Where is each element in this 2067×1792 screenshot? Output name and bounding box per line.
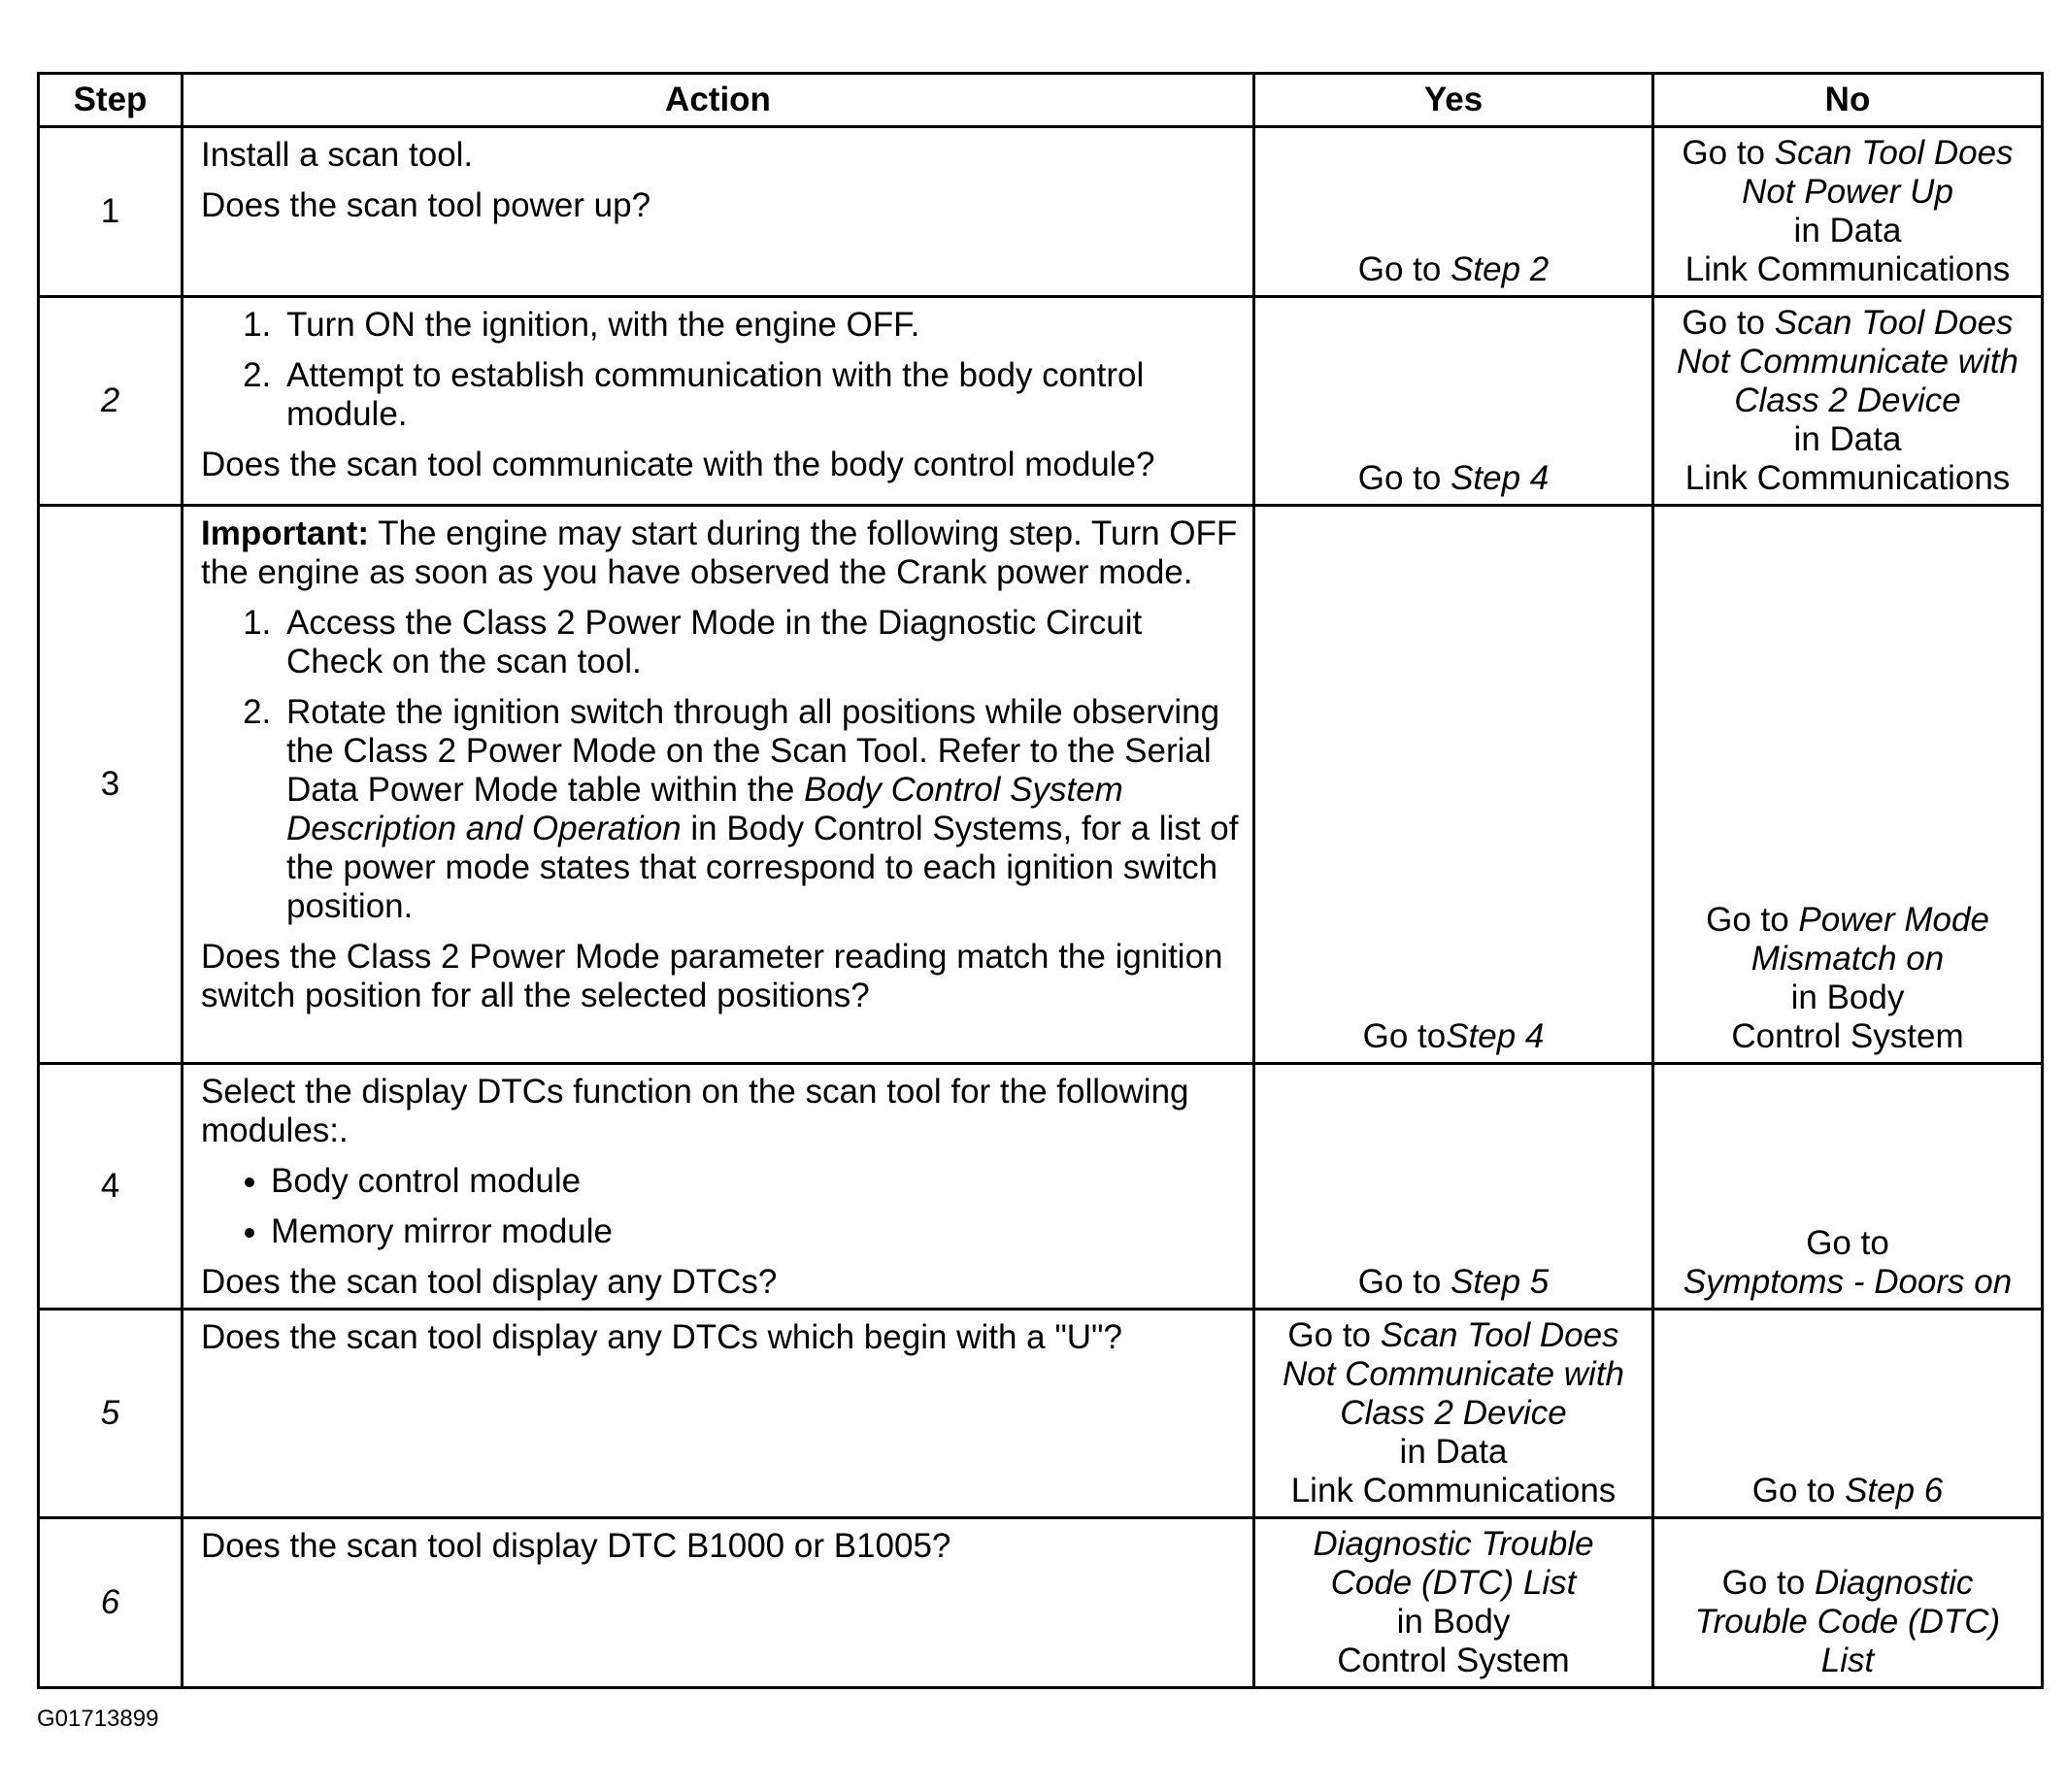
no-link[interactable]: List — [1820, 1642, 1875, 1679]
yes-link[interactable]: Step 2 — [1450, 250, 1550, 288]
no-link[interactable]: Class 2 Device — [1734, 382, 1961, 419]
no-link[interactable]: Power Mode — [1798, 901, 1989, 939]
no-cell — [1653, 127, 2043, 297]
diagnostic-table-container — [37, 72, 2041, 1689]
step-number: 5 — [39, 1310, 183, 1518]
action-text: in Body Control Systems, for a list of the power mode states that correspond to each ignition switch position. — [286, 810, 1239, 925]
no-text: Go to — [1751, 1472, 1846, 1510]
table-row — [39, 1064, 2043, 1310]
action-list — [201, 306, 1239, 434]
yes-cell — [1254, 506, 1653, 1064]
step-number: 6 — [39, 1518, 183, 1688]
step-number: 4 — [39, 1064, 183, 1310]
yes-text: Go to — [1357, 459, 1451, 497]
table-row — [39, 1518, 2043, 1688]
table-row — [39, 506, 2043, 1064]
no-link[interactable]: Trouble Code (DTC) — [1694, 1603, 2001, 1641]
no-text: Go to — [1682, 304, 1775, 342]
yes-link[interactable]: Diagnostic Trouble — [1313, 1525, 1594, 1563]
no-text: Go to — [1806, 1224, 1889, 1262]
table-row — [39, 297, 2043, 506]
header-action: Action — [183, 74, 1254, 127]
action-bullet-item: • Body control module — [271, 1162, 1239, 1201]
yes-link[interactable]: Step 5 — [1450, 1263, 1550, 1301]
no-cell — [1653, 1518, 2043, 1688]
action-question: Does the scan tool display any DTCs which begin with a "U"? — [201, 1318, 1122, 1356]
no-text: Link Communications — [1684, 459, 2011, 497]
yes-text: Link Communications — [1290, 1472, 1617, 1510]
action-list — [201, 604, 1239, 926]
no-link[interactable]: Diagnostic — [1814, 1564, 1974, 1602]
table-row — [39, 127, 2043, 297]
diagnostic-table — [37, 72, 2044, 1689]
action-list-item: 1. Turn ON the ignition, with the engine OFF. — [281, 306, 1239, 345]
header-no: No — [1653, 74, 2043, 127]
no-link[interactable]: Symptoms - Doors on — [1683, 1263, 2013, 1301]
action-list-item: 2. Attempt to establish communication with the body control module. — [281, 356, 1239, 434]
yes-cell — [1254, 1064, 1653, 1310]
no-text: Control System — [1731, 1017, 1964, 1055]
no-cell — [1653, 1310, 2043, 1518]
no-link[interactable]: Scan Tool Does — [1774, 134, 2014, 172]
no-text: Go to — [1721, 1564, 1815, 1602]
yes-link[interactable]: Scan Tool Does — [1380, 1316, 1619, 1354]
header-row — [39, 74, 2043, 127]
action-bullet-item: • Memory mirror module — [271, 1212, 1239, 1251]
no-text: in Data — [1793, 420, 1902, 458]
action-text: Rotate the ignition switch through all positions while observing the Class 2 Power Mode on the Scan Tool. Refer to the Serial Data Power Mode table within the — [286, 693, 1220, 809]
yes-cell — [1254, 297, 1653, 506]
table-row — [39, 1310, 2043, 1518]
yes-link[interactable]: Step 4 — [1446, 1017, 1545, 1055]
yes-cell — [1254, 1518, 1653, 1688]
important-label: Important: — [201, 514, 370, 552]
yes-link[interactable]: Class 2 Device — [1340, 1394, 1567, 1432]
action-cell — [183, 297, 1254, 506]
no-cell — [1653, 297, 2043, 506]
action-cell — [183, 506, 1254, 1064]
yes-cell — [1254, 127, 1653, 297]
yes-link[interactable]: Not Communicate with — [1282, 1355, 1625, 1393]
action-list-item: 1. Access the Class 2 Power Mode in the Diagnostic Circuit Check on the scan tool. — [281, 604, 1239, 681]
no-cell — [1653, 1064, 2043, 1310]
yes-text: Go to — [1357, 250, 1451, 288]
header-step: Step — [39, 74, 183, 127]
action-cell — [183, 1518, 1254, 1688]
yes-text: in Data — [1399, 1433, 1508, 1471]
action-cell — [183, 127, 1254, 297]
no-text: in Data — [1793, 212, 1902, 249]
yes-text: Go to — [1357, 1263, 1451, 1301]
action-cell — [183, 1310, 1254, 1518]
step-number: 1 — [39, 127, 183, 297]
no-cell — [1653, 506, 2043, 1064]
yes-cell — [1254, 1310, 1653, 1518]
action-bullet-list — [201, 1162, 1239, 1251]
no-text: in Body — [1790, 979, 1905, 1016]
no-text: Go to — [1682, 134, 1775, 172]
yes-text: in Body — [1396, 1603, 1511, 1641]
action-cell — [183, 1064, 1254, 1310]
action-question: Does the scan tool display any DTCs? — [201, 1263, 778, 1301]
yes-text: Go to — [1287, 1316, 1381, 1354]
no-link[interactable]: Not Power Up — [1742, 173, 1953, 211]
no-text: Link Communications — [1684, 250, 2011, 288]
no-link[interactable]: Mismatch on — [1750, 940, 1945, 978]
step-number: 2 — [39, 297, 183, 506]
important-text: The engine may start during the following step. Turn OFF the engine as soon as you have observed the Crank power mode. — [201, 514, 1238, 591]
header-yes: Yes — [1254, 74, 1653, 127]
figure-code: G01713899 — [37, 1706, 159, 1732]
action-text: Select the display DTCs function on the scan tool for the following modules:. — [201, 1073, 1189, 1149]
action-question: Does the scan tool display DTC B1000 or B1005? — [201, 1527, 951, 1565]
yes-text: Control System — [1337, 1642, 1570, 1679]
action-text: Install a scan tool. — [201, 136, 474, 174]
no-link[interactable]: Scan Tool Does — [1774, 304, 2014, 342]
no-text: Go to — [1706, 901, 1799, 939]
yes-text: Go to — [1362, 1017, 1447, 1055]
no-link[interactable]: Step 6 — [1845, 1472, 1944, 1510]
yes-link[interactable]: Code (DTC) List — [1330, 1564, 1577, 1602]
reference-link[interactable]: Body Control System Description and Operation — [286, 771, 1123, 847]
action-question: Does the scan tool communicate with the body control module? — [201, 446, 1155, 483]
action-list-item — [281, 693, 1239, 926]
action-question: Does the Class 2 Power Mode parameter reading match the ignition switch position for all the selected positions? — [201, 938, 1223, 1014]
yes-link[interactable]: Step 4 — [1450, 459, 1550, 497]
no-link[interactable]: Not Communicate with — [1676, 343, 2019, 381]
action-question: Does the scan tool power up? — [201, 186, 651, 224]
step-number: 3 — [39, 506, 183, 1064]
important-note — [201, 514, 1239, 592]
